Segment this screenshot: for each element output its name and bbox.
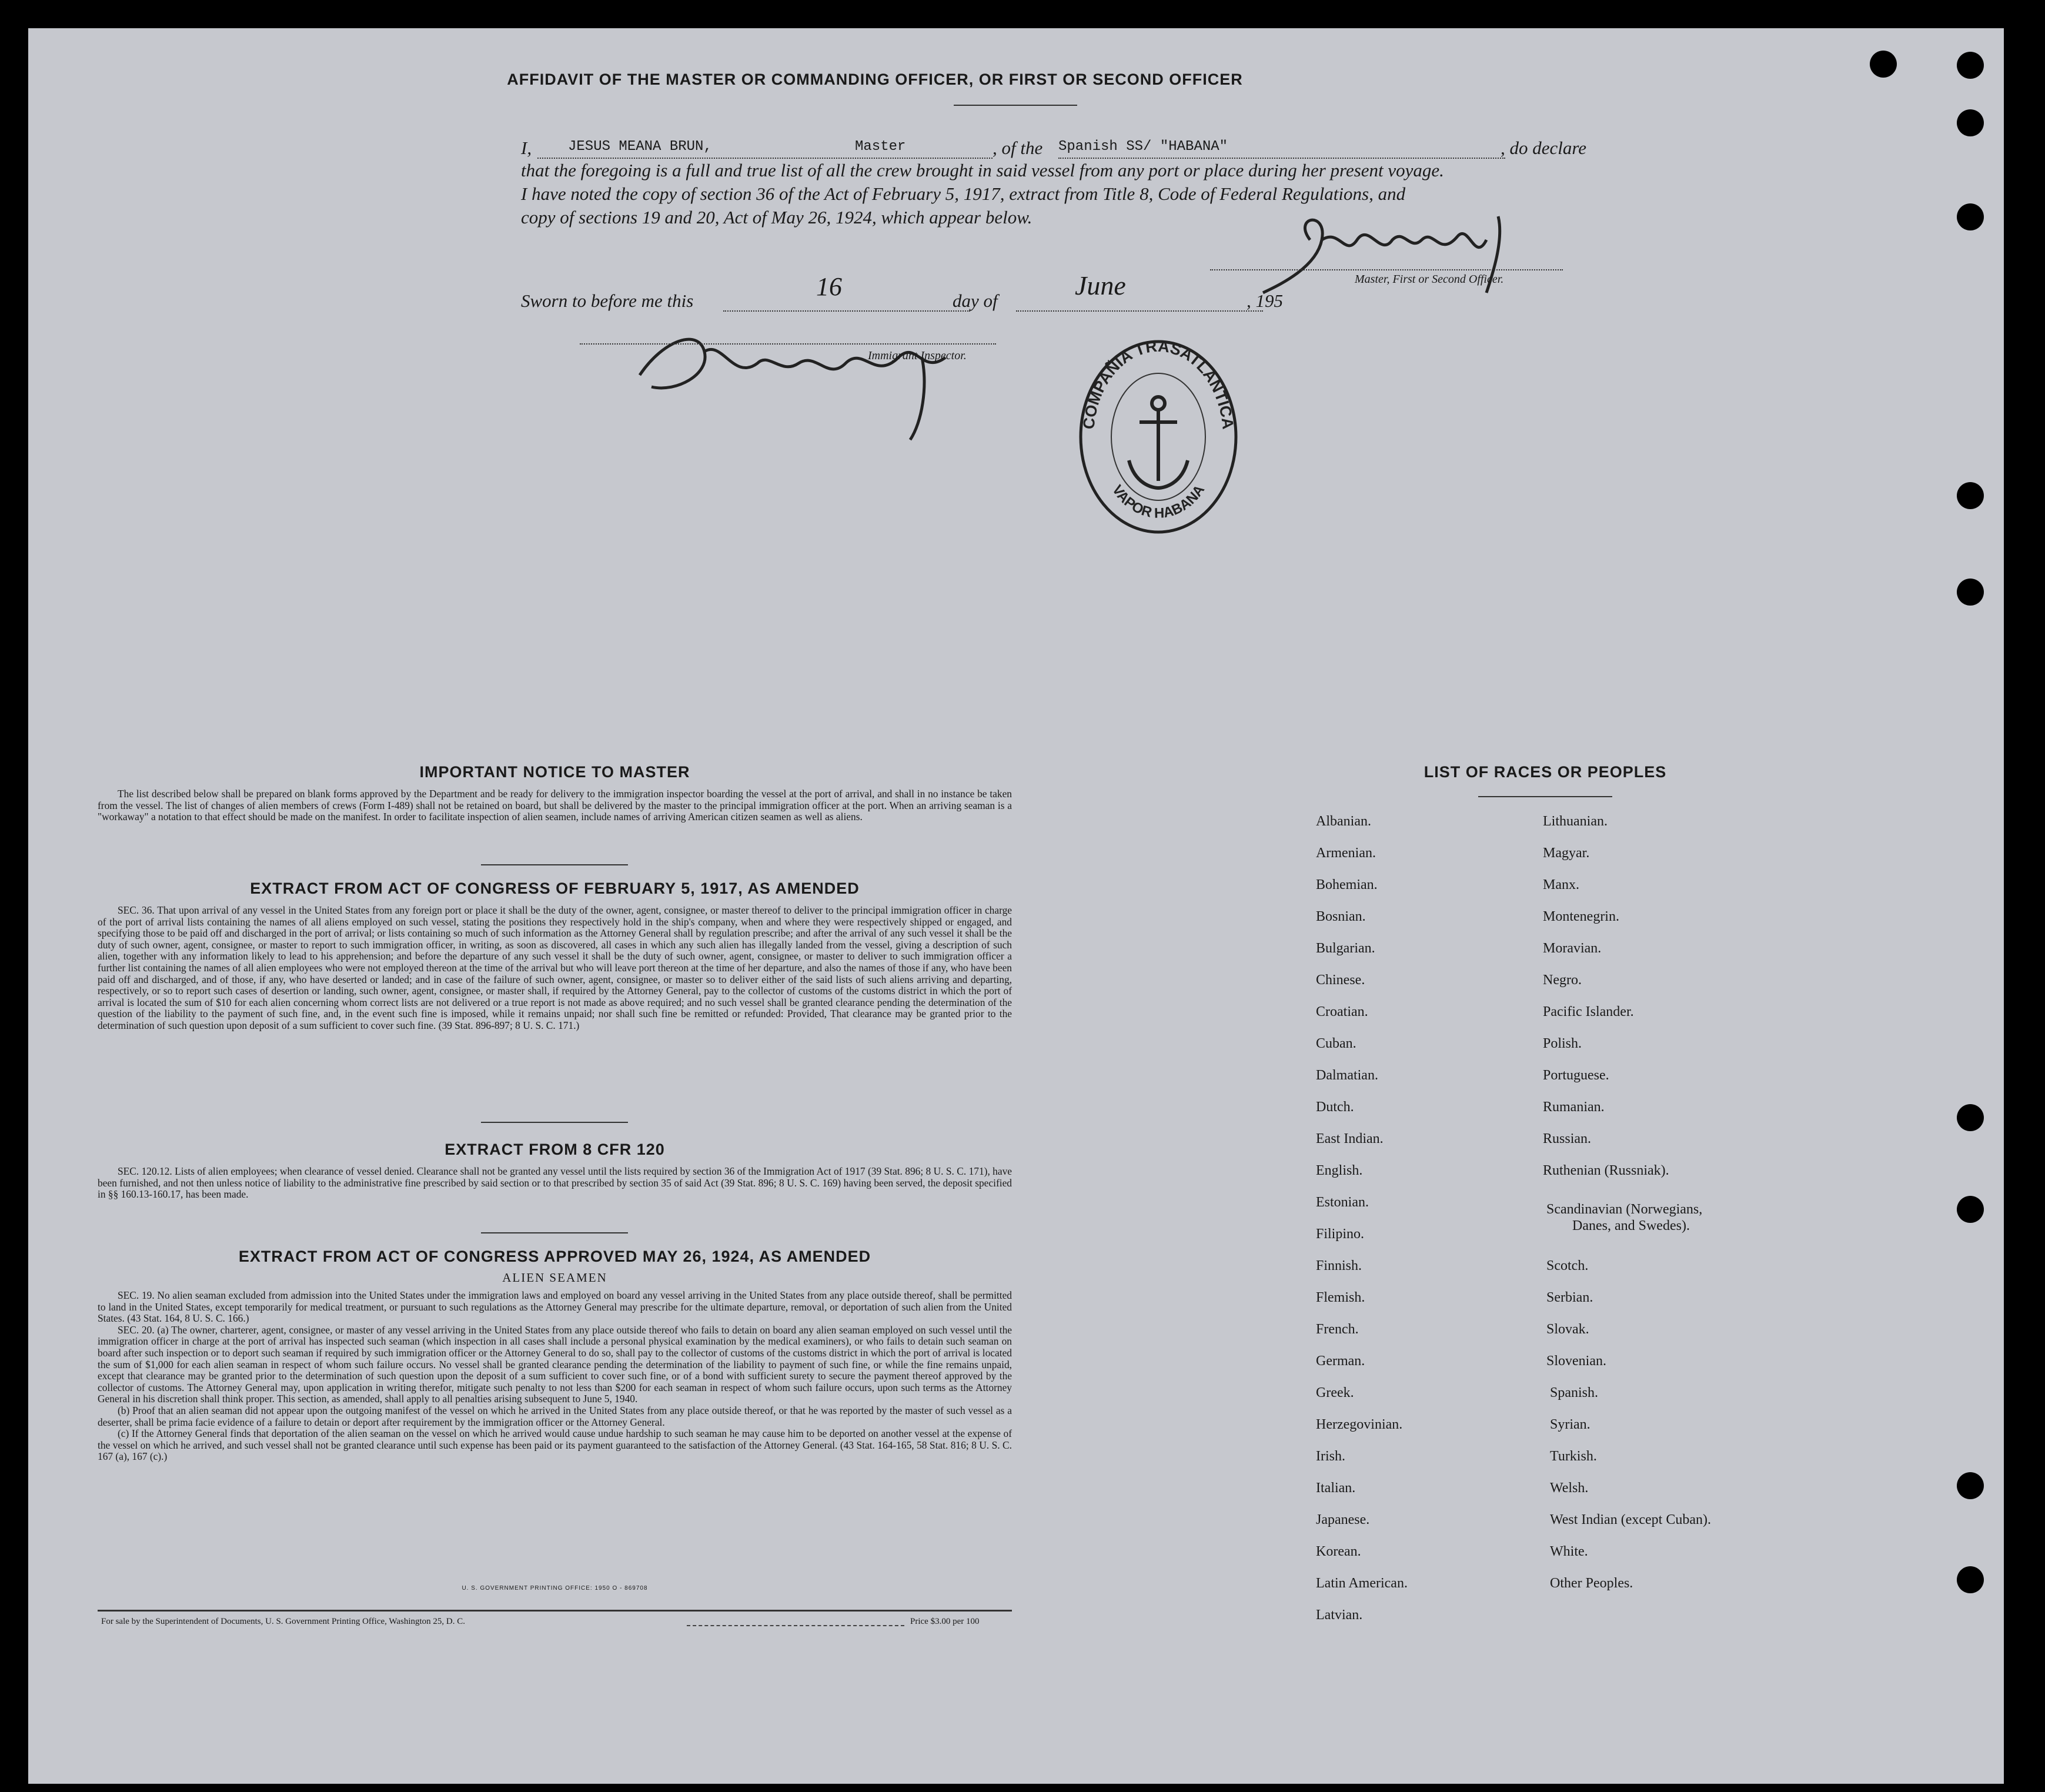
master-rank: Master [855,139,906,155]
punch-hole [1957,1472,1984,1499]
month-value: June [1075,270,1126,300]
race-item: Estonian. [1316,1195,1369,1210]
day-value: 16 [816,272,842,301]
punch-hole [1957,1566,1984,1593]
race-item: Manx. [1543,877,1579,892]
year-prefix: , 195 [1247,290,1283,311]
race-item: Bohemian. [1316,877,1378,892]
race-item: Slovak. [1546,1322,1589,1337]
affidavit-title: AFFIDAVIT OF THE MASTER OR COMMANDING OFFICER, OR FIRST OR SECOND OFFICER [507,71,1243,88]
inspector-signature [616,305,993,446]
extract3-sec20a: SEC. 20. (a) The owner, charterer, agent, consignee, or master of any vessel arriving in the United States from any place outside thereof who fails to detain on board any alien seaman employed on such vessel until the immigration officer in charge at the port of arrival has inspected such seaman (which inspection in all cases shall include a personal physical examination by the medical examiners), or who fails to detain such seaman on board after such inspection or to deport such seaman if required by such immigration officer or the Attorney General to do so, shall pay to the collector of customs of the customs district in which the port of arrival is located the sum of $1,000 for each alien seaman in respect of whom such failure occurs. No vessel shall be granted clearance pending the determination of the liability to payment of such fine, or while the fine remains unpaid, except that clearance may be granted prior to the determination of such question upon the deposit of a sum sufficient to cover such fine, or of a bond with sufficient surety to secure the payment thereof approved by the collector of customs. The Attorney General may, upon application in writing therefor, mitigate such penalty to not less than $200 for each seaman in respect of whom such failure occurs, upon such terms as the Attorney General in his discretion shall think proper. This section, as amended, shall apply to all penalties arising subsequent to June 5, 1940. [98,1323,1012,1405]
race-item: Turkish. [1550,1449,1597,1464]
race-item: Syrian. [1550,1417,1590,1432]
races-divider [1478,796,1612,797]
inspector-caption: Immigrant Inspector. [868,349,967,362]
race-item: Chinese. [1316,972,1365,988]
month-underline [1016,310,1263,312]
race-item: Montenegrin. [1543,909,1619,924]
signature-caption: Master, First or Second Officer. [1355,273,1504,286]
race-item: Albanian. [1316,814,1371,829]
footer-leader [687,1625,904,1626]
race-item: Slovenian. [1546,1353,1606,1369]
vessel-name: Spanish SS/ "HABANA" [1058,139,1228,155]
race-item: French. [1316,1322,1359,1337]
extract1-title: EXTRACT FROM ACT OF CONGRESS OF FEBRUARY 5, 1917, AS AMENDED [250,880,860,897]
punch-hole [1870,51,1897,78]
race-item: Latvian. [1316,1607,1363,1623]
race-item: Other Peoples. [1550,1576,1633,1591]
race-item: Lithuanian. [1543,814,1608,829]
race-item: Flemish. [1316,1290,1365,1305]
races-title: LIST OF RACES OR PEOPLES [1424,763,1667,781]
affidavit-of-the: , of the [993,138,1043,158]
extract2-body: SEC. 120.12. Lists of alien employees; when clearance of vessel denied. Clearance shall not be granted any vessel until the lists required by section 36 of the Immigration Act of 1917 (39 Stat. 896; 8 U. S. C. 171), have been furnished, and not then unless notice of liability to the administrative fine prescribed by said section or to that prescribed by section 35 of said Act (39 Stat. 896; 8 U. S. C. 169) having been served, the deposit specified in §§ 160.13-160.17, has been made. [98,1165,1012,1201]
extract3-sec20c: (c) If the Attorney General finds that deportation of the alien seaman on the vessel on which he arrived would cause undue hardship to such seaman he may cause him to be deported on another vessel at the expense of the vessel on which he arrived, and such vessel shall not be granted clearance until such expense has been paid or its payment guaranteed to the satisfaction of the Attorney General. (43 Stat. 164-165, 58 Stat. 816; 8 U. S. C. 167 (a), 167 (c).) [98,1427,1012,1463]
race-item: Magyar. [1543,845,1590,861]
extract3-title: EXTRACT FROM ACT OF CONGRESS APPROVED MAY 26, 1924, AS AMENDED [238,1248,871,1265]
extract3-sec19: SEC. 19. No alien seaman excluded from admission into the United States under the immigration laws and employed on board any vessel arriving in the United States from any place outside thereof, shall be permitted to land in the United States, except temporarily for medical treatment, or pursuant to such regulations as the Attorney General may prescribe for the ultimate departure, removal, or deportation of such alien from the United States. (43 Stat. 164, 8 U. S. C. 166.) [98,1289,1012,1325]
extract1-body: SEC. 36. That upon arrival of any vessel in the United States from any foreign port or place it shall be the duty of the owner, agent, consignee, or master thereof to deliver to the principal immigration officer in charge of the port of arrival lists containing the names of all aliens employed on such vessel, stating the positions they respectively hold in the ship's company, when and where they were respectively shipped or engaged, and specifying those to be paid off and discharged in the port of arrival; or lists containing so much of such information as the Attorney General shall by regulation prescribe; and after the arrival of any such vessel it shall be the duty of such owner, agent, consignee, or master to report to such immigration officer, in writing, as soon as discovered, all cases in which any such alien has illegally landed from the vessel, giving a description of such alien, together with any information likely to lead to his apprehension; and before the departure of any such vessel it shall be the duty of such owner, agent, consignee, or master to deliver to such immigration officer a further list containing the names of all alien employees who were not employed thereon at the time of the arrival but who will leave port thereon at the time of her departure, and also the names of those if any, who have been paid off and discharged, and of those, if any, who have deserted or landed; and in case of the failure of such owner, agent, consignee, or master so to deliver either of the said lists of such aliens arriving and departing, respectively, or so to report such cases of desertion or landing, such owner, agent, consignee, or master shall, if required by the Attorney General, pay to the collector of customs of the customs district in which the port of arrival is located the sum of $10 for each alien concerning whom correct lists are not delivered or a true report is not made as above required; and no such vessel shall be granted clearance pending the determination of the question of the liability to the payment of such fine, and, in the event such fine is imposed, while it remains unpaid; nor shall such fine be remitted or refunded: Provided, That clearance may be granted prior to the determination of such question upon deposit of a sum sufficient to cover such fine. (39 Stat. 896-897; 8 U. S. C. 171.) [98,904,1012,1031]
race-item: East Indian. [1316,1131,1384,1146]
race-item: German. [1316,1353,1365,1369]
race-item: Scandinavian (Norwegians, [1546,1202,1703,1217]
race-item: Pacific Islander. [1543,1004,1634,1019]
race-item: Bulgarian. [1316,941,1375,956]
affidavit-do-declare: , do declare [1501,138,1587,158]
race-item: Greek. [1316,1385,1354,1400]
punch-hole [1957,1104,1984,1131]
race-item: Irish. [1316,1449,1345,1464]
master-name: JESUS MEANA BRUN, [568,139,712,155]
section-divider [481,1232,628,1233]
race-item: Rumanian. [1543,1099,1605,1115]
race-item: Danes, and Swedes). [1572,1218,1690,1233]
race-item: Armenian. [1316,845,1376,861]
gpo-imprint: U. S. GOVERNMENT PRINTING OFFICE: 1950 O - 869708 [462,1585,648,1592]
footer-sale-note: For sale by the Superintendent of Documents, U. S. Government Printing Office, Washington 25, D. C. [101,1617,465,1626]
affidavit-line-i: I, [521,138,532,158]
race-item: Finnish. [1316,1258,1362,1273]
punch-hole [1957,579,1984,606]
master-signature [1239,205,1569,310]
signature-line [1210,269,1563,270]
affidavit-line-2: that the foregoing is a full and true list of all the crew brought in said vessel from any port or place during her present voyage. [521,160,1444,180]
race-item: Herzegovinian. [1316,1417,1403,1432]
punch-hole [1957,203,1984,230]
race-item: Polish. [1543,1036,1582,1051]
race-item: Russian. [1543,1131,1592,1146]
race-item: Italian. [1316,1480,1356,1496]
punch-hole [1957,109,1984,136]
footer-rule [98,1610,1012,1612]
race-item: Negro. [1543,972,1582,988]
punch-hole [1957,482,1984,509]
affidavit-line-3: I have noted the copy of section 36 of the Act of February 5, 1917, extract from Title 8, Code of Federal Regulations, and [521,183,1406,204]
race-item: Serbian. [1546,1290,1593,1305]
punch-hole [1957,1196,1984,1223]
race-item: Croatian. [1316,1004,1368,1019]
race-item: English. [1316,1163,1363,1178]
inspector-line [580,343,996,345]
race-item: Dalmatian. [1316,1068,1378,1083]
race-item: Scotch. [1546,1258,1589,1273]
company-seal [1070,334,1247,540]
section-divider [481,864,628,865]
extract2-title: EXTRACT FROM 8 CFR 120 [445,1141,665,1158]
document-page [28,28,2004,1784]
race-item: Moravian. [1543,941,1602,956]
title-divider [954,105,1077,106]
race-item: Dutch. [1316,1099,1354,1115]
section-divider [481,1122,628,1123]
extract3-subtitle: ALIEN SEAMEN [502,1271,607,1285]
race-item: Portuguese. [1543,1068,1609,1083]
punch-hole [1957,52,1984,79]
day-of-label: day of [953,290,998,311]
notice-body: The list described below shall be prepared on blank forms approved by the Department and be ready for delivery to the immigration inspector boarding the vessel at the port of arrival, and shall in no instance be taken from the vessel. The list of changes of alien members of crews (Form I-489) shall not be retained on board, but shall be delivered by the master to the principal immigration officer at the port. When an arriving seaman is a "workaway" a notation to that effect should be made on the manifest. In order to facilitate inspection of alien seamen, include names of arriving American citizen seamen as well as aliens. [98,788,1012,823]
race-item: Ruthenian (Russniak). [1543,1163,1669,1178]
footer-price: Price $3.00 per 100 [910,1617,980,1626]
notice-title: IMPORTANT NOTICE TO MASTER [419,763,690,781]
svg-text:VAPOR HABANA: VAPOR HABANA [1108,482,1208,521]
svg-text:COMPAÑIA TRASATLANTICA: COMPAÑIA TRASATLANTICA [1080,337,1237,430]
race-item: White. [1550,1544,1588,1559]
race-item: West Indian (except Cuban). [1550,1512,1711,1527]
affidavit-line-4: copy of sections 19 and 20, Act of May 26, 1924, which appear below. [521,207,1032,228]
race-item: Filipino. [1316,1226,1365,1242]
race-item: Welsh. [1550,1480,1589,1496]
race-item: Bosnian. [1316,909,1366,924]
race-item: Japanese. [1316,1512,1370,1527]
race-item: Korean. [1316,1544,1361,1559]
extract3-sec20b: (b) Proof that an alien seaman did not appear upon the outgoing manifest of the vessel on which he arrived in the United States from any place outside thereof, or that he was reported by the master of such vessel as a deserter, shall be prima facie evidence of a failure to detain or deport after requirement by the immigration officer or the Attorney General. [98,1404,1012,1428]
race-item: Cuban. [1316,1036,1356,1051]
race-item: Spanish. [1550,1385,1599,1400]
race-item: Latin American. [1316,1576,1408,1591]
sworn-prefix: Sworn to before me this [521,290,694,311]
